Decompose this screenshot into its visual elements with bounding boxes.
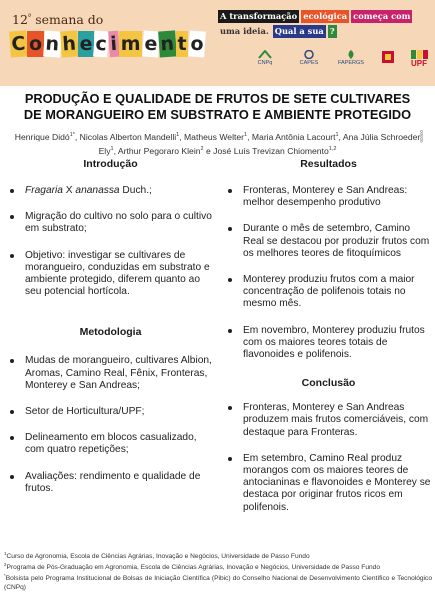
author-affiliation: 2 <box>200 145 204 152</box>
logo-letter: o <box>188 30 206 57</box>
logo-letter: m <box>120 33 141 55</box>
footnote-marker: * <box>4 573 6 579</box>
introducao-list <box>8 185 213 298</box>
author: Matheus Welter$^1$ <box>184 131 248 142</box>
bullet-text: Mudas de morangueiro, cultivares Albion, Aromas, Camino Real, Fênix, Fronteras, Monterey e San Andreas; <box>25 355 212 391</box>
bullet-dot-icon <box>228 406 232 410</box>
bullet-item <box>8 406 213 418</box>
logo-letter: e <box>142 30 160 57</box>
logo-letter: i <box>108 31 119 58</box>
bullet-text: Objetivo: investigar se cultivares de morangueiro, conduzidas em substrato e ambiente protegido, diferem quanto ao seu potencial hortícola. <box>25 249 210 298</box>
bullet-item <box>8 355 213 392</box>
footnote <box>4 561 432 572</box>
metodologia-list <box>8 355 213 495</box>
bullet-text-italic: Fragaria <box>25 185 63 196</box>
logo-letter: n <box>43 30 61 57</box>
upf-bars-icon <box>408 50 430 59</box>
tagline-word: Qual a sua <box>274 26 324 36</box>
bullet-text: Avaliações: rendimento e qualidade de frutos. <box>25 470 201 494</box>
event-tagline <box>218 10 428 40</box>
bullet-dot-icon <box>228 189 232 193</box>
partner-emblem-icon <box>381 50 395 64</box>
upf-bar <box>423 50 428 59</box>
bullet-text: X <box>62 185 76 196</box>
author: Nicolas Alberton Mandelli$^1$ <box>79 131 180 142</box>
author: Henrique Didó$^{1*}$ <box>14 131 75 142</box>
section-title-conclusao: Conclusão <box>301 377 356 390</box>
footnote-text: Bolsista pelo Programa Institucional de Bolsas de Iniciação Científica (Pibic) do Conselho Nacional de Desenvolvimento Científico e Tecnológico (CNPq) <box>4 575 432 591</box>
bullet-item <box>226 185 431 209</box>
event-title-prefix <box>12 12 103 27</box>
logo-letter: n <box>158 30 176 57</box>
bullet-item <box>226 274 431 311</box>
event-logo-conhecimento <box>10 27 205 61</box>
tagline-word: ? <box>329 26 335 36</box>
event-banner <box>0 0 435 86</box>
bullet-text: Duch.; <box>119 185 152 196</box>
footnote-text: Curso de Agronomia, Escola de Ciências Agrárias, Inovação e Negócios, Universidade de Passo Fundo <box>6 553 310 561</box>
tagline-word: uma ideia. <box>220 26 269 36</box>
logo-letter: c <box>94 31 110 58</box>
bullet-dot-icon <box>10 475 14 479</box>
footnotes <box>4 550 432 592</box>
bullet-item <box>8 250 213 299</box>
bullet-dot-icon <box>228 457 232 461</box>
author-affiliation: 1 <box>244 132 248 138</box>
bullet-dot-icon <box>228 278 232 282</box>
bullet-dot-icon <box>10 215 14 219</box>
author: Arthur Pegoraro Klein$^2$ <box>117 145 204 156</box>
logo-letter: e <box>79 33 93 55</box>
bullet-text: Em setembro, Camino Real produz morangos com os maiores teores de antocianinas e flavonoides e Monterey se destaca por originar frutos ricos em polifenois. <box>243 452 431 513</box>
bullet-item <box>226 453 431 514</box>
logo-letter: h <box>60 30 78 57</box>
sponsor-label-capes: CAPES <box>299 60 319 66</box>
author-affiliation: 1,2 <box>328 145 337 152</box>
author: Ana Júlia Schroeder Ely$^1$ <box>98 131 421 156</box>
tagline-row <box>218 25 428 38</box>
bullet-text: Fronteras, Monterey e San Andreas produzem mais frutos comerciáveis, com destaque para Fronteras. <box>243 402 429 438</box>
author: Maria Antônia Lacourt$^1$ <box>251 131 339 142</box>
bullet-item <box>8 471 213 495</box>
capes-icon <box>303 50 315 59</box>
bullet-item <box>8 185 213 197</box>
bullet-text-italic: ananassa <box>75 185 120 196</box>
author-affiliation: 1 <box>110 145 114 152</box>
title-line-2: DE MORANGUEIRO EM SUBSTRATO E AMBIENTE PROTEGIDO <box>23 107 412 122</box>
fapergs-icon <box>345 50 357 59</box>
bullet-dot-icon <box>228 227 232 231</box>
bullet-item <box>226 325 431 362</box>
bullet-dot-icon <box>10 410 14 414</box>
paper-title <box>0 91 435 123</box>
bullet-item <box>226 223 431 260</box>
upf-bar <box>411 50 416 59</box>
bullet-dot-icon <box>10 359 14 363</box>
event-prefix: semana do <box>31 12 104 27</box>
cnpq-icon <box>258 50 272 59</box>
logo-letter: C <box>9 30 28 57</box>
logo-letter: t <box>177 33 187 55</box>
bullet-text: Migração do cultivo no solo para o cultivo em substrato; <box>25 211 212 235</box>
sponsor-logos <box>248 50 434 70</box>
author-affiliation: 1* <box>69 132 75 138</box>
tagline-row <box>218 10 428 23</box>
event-number: 12 <box>12 12 28 27</box>
event-number-suffix: ª <box>27 12 32 21</box>
footnote-marker: 2 <box>4 562 7 568</box>
right-column <box>226 158 431 514</box>
bullet-dot-icon <box>10 189 14 193</box>
conclusao-list <box>226 402 431 514</box>
upf-bar <box>417 50 422 59</box>
bullet-text: Em novembro, Monterey produziu frutos com os maiores teores totais de flavonoides e polifenois. <box>243 324 425 361</box>
sponsor-label-fapergs: FAPERGS <box>338 60 364 66</box>
bullet-item <box>8 211 213 235</box>
upf-logo <box>408 50 430 68</box>
bullet-dot-icon <box>10 254 14 258</box>
vertical-identifier: 00000 <box>419 130 424 143</box>
bullet-text: Durante o mês de setembro, Camino Real se destacou por produzir frutos com os melhores teores de fitoquímicos <box>243 223 430 259</box>
footnote-marker: 1 <box>4 551 7 556</box>
bullet-text: Fronteras, Monterey e San Andreas: melhor desempenho produtivo <box>243 185 408 209</box>
tagline-word: A transformação <box>220 11 298 21</box>
capes-logo <box>294 50 324 66</box>
left-column <box>8 158 213 495</box>
logo-letter: o <box>28 33 43 55</box>
upf-label: UPF <box>411 59 427 68</box>
bullet-text: Monterey produziu frutos com a maior concentração de polifenois totais no mesmo mês. <box>243 274 415 310</box>
section-title-metodologia: Metodologia <box>79 326 142 339</box>
author-affiliation: 1 <box>176 132 180 138</box>
author: José Luís Trevizan Chiomento$^{1,2}$ <box>213 145 337 156</box>
tagline-word: começa com <box>353 11 411 21</box>
fapergs-logo <box>334 50 368 66</box>
bullet-item <box>226 402 431 439</box>
author-list: Henrique Didó$^{1*}$, Nicolas Alberton Mandelli$^1$, Matheus Welter$^1$, Maria Antônia Lacourt$^1$, Ana Júlia Schroeder Ely$^1$, Arthur Pegoraro Klein$^2$ e José Luís Trevizan Chiomento$^{1,2}$ <box>14 131 421 156</box>
sponsor-label-cnpq: CNPq <box>257 60 273 66</box>
resultados-list <box>226 185 431 361</box>
section-title-introducao: Introdução <box>83 158 138 170</box>
footnote <box>4 550 432 561</box>
author-affiliation: 1 <box>335 132 339 138</box>
tagline-word: ecológica <box>303 11 348 21</box>
cnpq-logo <box>250 50 280 66</box>
bullet-dot-icon <box>228 329 232 333</box>
bullet-text: Delineamento em blocos casualizado, com quatro repetições; <box>25 432 197 456</box>
partner-logo <box>376 50 400 65</box>
footnote-text: Programa de Pós-Graduação em Agronomia, Escola de Ciências Agrárias, Inovação e Negócios, Universidade de Passo Fundo <box>6 564 380 572</box>
bullet-item <box>8 432 213 456</box>
section-title-resultados: Resultados <box>300 158 357 170</box>
bullet-dot-icon <box>10 436 14 440</box>
title-line-1: PRODUÇÃO E QUALIDADE DE FRUTOS DE SETE CULTIVARES <box>24 91 411 106</box>
footnote <box>4 572 432 591</box>
bullet-text: Setor de Horticultura/UPF; <box>25 406 145 418</box>
